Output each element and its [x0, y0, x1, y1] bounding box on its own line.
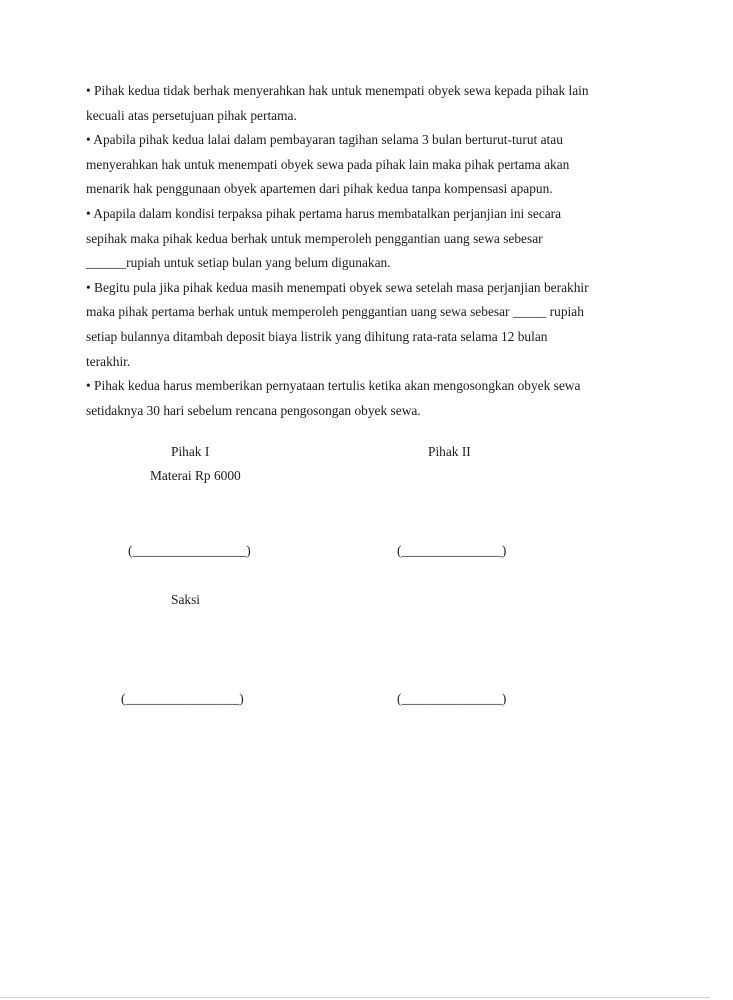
clause-line: • Begitu pula jika pihak kedua masih menempati obyek sewa setelah masa perjanjian berakhir [86, 279, 589, 295]
pihak-1-label: Pihak I [171, 444, 210, 459]
saksi-1-signature-line: (_________________) [121, 691, 244, 706]
materai-label: Materai Rp 6000 [150, 468, 241, 483]
clause-3 [86, 202, 646, 276]
clause-line: setidaknya 30 hari sebelum rencana pengosongan obyek sewa. [86, 402, 421, 418]
pihak-1-signature-line: (_________________) [128, 543, 251, 558]
clause-line: • Pihak kedua tidak berhak menyerahkan hak untuk menempati obyek sewa kepada pihak lain [86, 83, 589, 98]
clause-line: sepihak maka pihak kedua berhak untuk memperoleh penggantian uang sewa sebesar [86, 230, 543, 246]
page-bottom-edge [0, 997, 710, 998]
clause-line: menyerahkan hak untuk menempati obyek sewa pada pihak lain maka pihak pertama akan [86, 156, 570, 172]
clause-4 [86, 276, 646, 374]
clause-line: ______rupiah untuk setiap bulan yang belum digunakan. [86, 255, 391, 271]
agreement-clauses [86, 79, 646, 423]
pihak-2-label: Pihak II [428, 444, 471, 459]
pihak-2-signature-line: (_______________) [397, 543, 507, 558]
clause-5 [86, 374, 646, 423]
clause-line: • Pihak kedua harus memberikan pernyataan tertulis ketika akan mengosongkan obyek sewa [86, 378, 581, 394]
clause-2 [86, 128, 646, 202]
clause-line: terakhir. [86, 353, 131, 369]
clause-line: setiap bulannya ditambah deposit biaya listrik yang dihitung rata-rata selama 12 bulan [86, 328, 548, 344]
clause-line: maka pihak pertama berhak untuk memperoleh penggantian uang sewa sebesar _____ rupiah [86, 304, 584, 320]
saksi-label: Saksi [171, 592, 201, 607]
clause-line: menarik hak penggunaan obyek apartemen dari pihak kedua tanpa kompensasi apapun. [86, 181, 553, 197]
saksi-2-signature-line: (_______________) [397, 691, 507, 706]
clause-line: • Apapila dalam kondisi terpaksa pihak pertama harus membatalkan perjanjian ini secara [86, 205, 562, 221]
clause-line: • Apabila pihak kedua lalai dalam pembayaran tagihan selama 3 bulan berturut-turut atau [86, 132, 563, 148]
clause-1 [86, 79, 646, 128]
clause-line: kecuali atas persetujuan pihak pertama. [86, 107, 297, 123]
